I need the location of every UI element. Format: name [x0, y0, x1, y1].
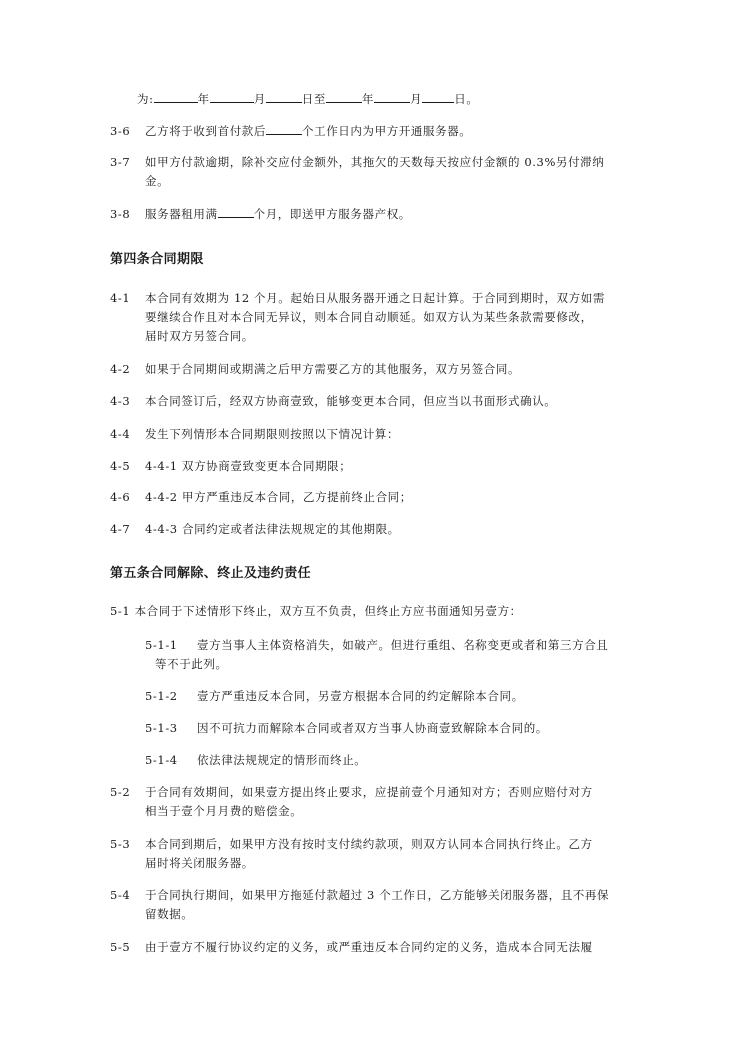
year-label: 年 — [362, 92, 375, 106]
clause-number: 3-6 — [110, 124, 131, 138]
blank-workdays[interactable] — [266, 123, 302, 135]
blank-day-start[interactable] — [266, 91, 302, 103]
clause-4-1-cont — [145, 309, 593, 325]
clause-text: 于合同执行期间，如果甲方拖延付款超过 3 个工作日，乙方能够关闭服务器，且不再保 — [145, 888, 610, 902]
clause-number: 5-4 — [110, 888, 131, 902]
clause-text: 金。 — [145, 174, 170, 188]
clause-text: 留数据。 — [145, 907, 194, 921]
clause-number: 5-1-1 — [145, 638, 178, 652]
section-heading-4: 第四条合同期限 — [110, 252, 204, 267]
section-heading-5: 第五条合同解除、终止及违约责任 — [110, 566, 312, 581]
blank-day-end[interactable] — [422, 91, 454, 103]
clause-5-1 — [110, 603, 522, 619]
clause-text: 本合同有效期为 12 个月。起始日从服务器开通之日起计算。于合同到期时，双方如需 — [145, 291, 605, 305]
blank-year-end[interactable] — [326, 91, 362, 103]
clause-text: 届时将关闭服务器。 — [145, 856, 254, 870]
clause-number: 4-7 — [110, 522, 131, 536]
clause-4-7 — [110, 521, 400, 537]
clause-text: 等不于此列。 — [155, 657, 228, 671]
clause-5-4-cont — [145, 906, 193, 922]
month-label: 月 — [410, 92, 423, 106]
day-label: 日。 — [454, 92, 479, 106]
clause-3-7 — [110, 154, 604, 170]
clause-5-1-1-cont — [155, 656, 228, 672]
year-label: 年 — [197, 92, 210, 106]
clause-4-3 — [110, 393, 556, 409]
clause-number: 4-4 — [110, 427, 131, 441]
clause-text: 4-4-2 甲方严重违反本合同，乙方提前终止合同； — [145, 490, 412, 504]
clause-text: 要继续合作且对本合同无异议，则本合同自动顺延。如双方认为某些条款需要修改， — [145, 310, 593, 324]
clause-5-3 — [110, 836, 593, 852]
date-range-line — [137, 91, 478, 107]
clause-5-5 — [110, 939, 593, 955]
clause-number: 5-2 — [110, 785, 131, 799]
blank-year-start[interactable] — [154, 91, 198, 103]
clause-text: 如果于合同期间或期满之后甲方需要乙方的其他服务，双方另签合同。 — [145, 362, 521, 376]
clause-text: 于合同有效期间，如果壹方提出终止要求，应提前壹个月通知对方；否则应赔付对方 — [145, 785, 593, 799]
clause-text: 相当于壹个月月费的赔偿金。 — [145, 804, 303, 818]
clause-number: 3-8 — [110, 207, 131, 221]
clause-4-1-cont — [145, 328, 254, 344]
clause-number: 4-5 — [110, 459, 131, 473]
clause-5-1-3 — [145, 720, 548, 736]
clause-text: 壹方当事人主体资格消失，如破产。但进行重组、名称变更或者和第三方合且 — [197, 638, 609, 652]
clause-text: 由于壹方不履行协议约定的义务，或严重违反本合同约定的义务，造成本合同无法履 — [145, 940, 593, 954]
clause-text: 发生下列情形本合同期限则按照以下情况计算： — [145, 427, 400, 441]
clause-5-1-2 — [145, 688, 524, 704]
clause-text: 5-1 本合同于下述情形下终止，双方互不负责，但终止方应书面通知另壹方： — [110, 604, 522, 618]
clause-number: 4-6 — [110, 490, 131, 504]
clause-number: 5-1-4 — [145, 753, 178, 767]
clause-text: 乙方将于收到首付款后 — [145, 124, 266, 138]
clause-5-2-cont — [145, 803, 302, 819]
clause-5-4 — [110, 887, 609, 903]
clause-text: 个月，即送甲方服务器产权。 — [253, 207, 411, 221]
day-to-label: 日至 — [301, 92, 326, 106]
clause-text: 4-4-1 双方协商壹致变更本合同期限； — [145, 459, 352, 473]
blank-month-end[interactable] — [374, 91, 410, 103]
date-prefix: 为: — [137, 92, 154, 106]
clause-text: 服务器租用满 — [145, 207, 218, 221]
clause-text: 本合同到期后，如果甲方没有按时支付续约款项，则双方认同本合同执行终止。乙方 — [145, 837, 593, 851]
blank-months[interactable] — [218, 206, 254, 218]
clause-4-2 — [110, 361, 520, 377]
clause-3-8 — [110, 206, 411, 222]
month-label: 月 — [253, 92, 266, 106]
clause-text: 4-4-3 合同约定或者法律法规规定的其他期限。 — [145, 522, 400, 536]
clause-number: 3-7 — [110, 155, 131, 169]
clause-text: 因不可抗力而解除本合同或者双方当事人协商壹致解除本合同的。 — [197, 721, 548, 735]
clause-5-1-4 — [145, 752, 366, 768]
clause-number: 5-3 — [110, 837, 131, 851]
clause-number: 5-1-2 — [145, 689, 178, 703]
clause-text: 依法律法规规定的情形而终止。 — [197, 753, 367, 767]
clause-4-4 — [110, 426, 399, 442]
clause-text: 个工作日内为甲方开通服务器。 — [302, 124, 472, 138]
clause-number: 5-5 — [110, 940, 131, 954]
clause-5-2 — [110, 784, 593, 800]
clause-4-5 — [110, 458, 351, 474]
blank-month-start[interactable] — [210, 91, 254, 103]
clause-3-6 — [110, 123, 471, 139]
clause-number: 4-2 — [110, 362, 131, 376]
clause-number: 4-3 — [110, 394, 131, 408]
clause-5-1-1 — [145, 637, 608, 653]
clause-number: 4-1 — [110, 291, 131, 305]
clause-text: 本合同签订后，经双方协商壹致，能够变更本合同，但应当以书面形式确认。 — [145, 394, 557, 408]
clause-text: 届时双方另签合同。 — [145, 329, 254, 343]
clause-4-6 — [110, 489, 412, 505]
clause-3-7-cont — [145, 173, 169, 189]
clause-number: 5-1-3 — [145, 721, 178, 735]
clause-4-1 — [110, 290, 605, 306]
clause-5-3-cont — [145, 855, 254, 871]
clause-text: 壹方严重违反本合同，另壹方根据本合同的约定解除本合同。 — [197, 689, 524, 703]
clause-text: 如甲方付款逾期，除补交应付金额外，其拖欠的天数每天按应付金额的 0.3%另付滞纳 — [145, 155, 605, 169]
